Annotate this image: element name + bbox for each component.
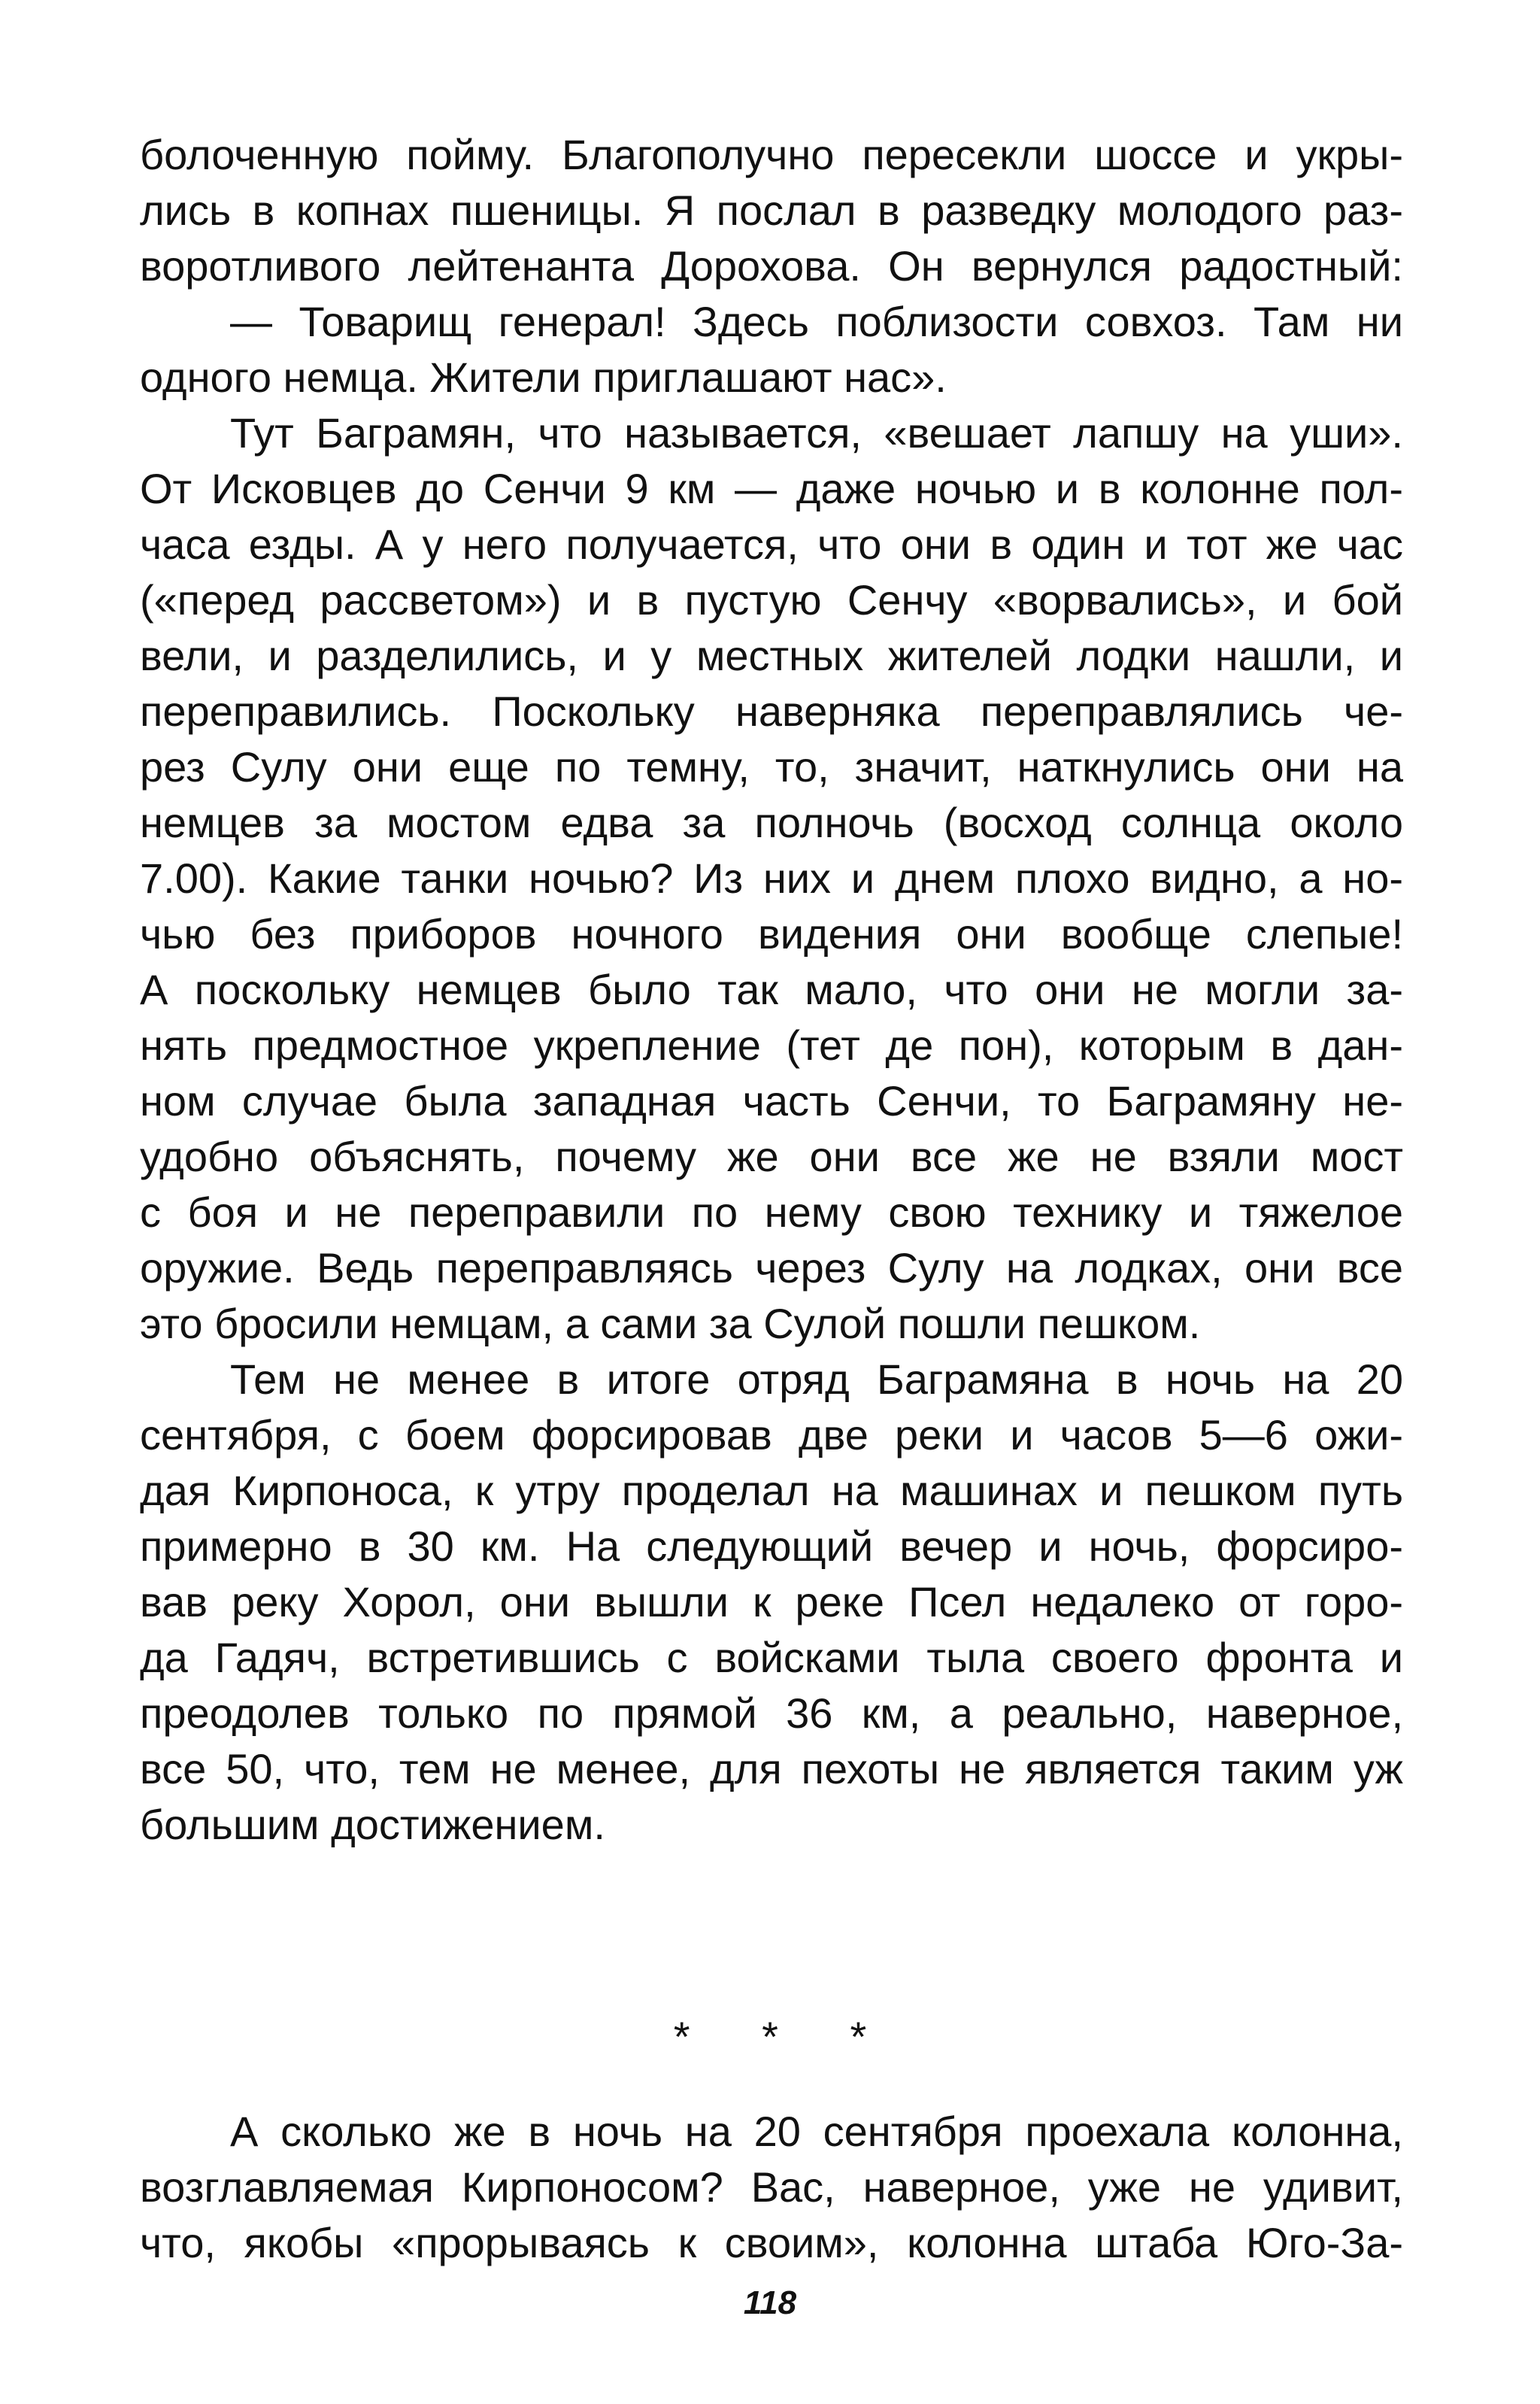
text-line: с боя и не переправили по нему свою технику и тяжелое [140,1188,1403,1236]
text-line: лись в копнах пшеницы. Я послал в разведку молодого раз- [140,187,1403,234]
text-line: рез Сулу они еще по темну, то, значит, наткнулись они на [140,743,1403,791]
text-line: примерно в 30 км. На следующий вечер и ночь, форсиро- [140,1522,1403,1570]
section-separator: * * * [673,2013,897,2060]
text-line: переправились. Поскольку наверняка переправлялись че- [140,688,1403,735]
text-line: большим достижением. [140,1801,605,1848]
text-line: преодолев только по прямой 36 км, а реально, наверное, [140,1689,1403,1737]
text-line: оружие. Ведь переправляясь через Сулу на лодках, они все [140,1244,1403,1292]
text-line: все 50, что, тем не менее, для пехоты не является таким уж [140,1745,1403,1792]
text-line: ном случае была западная часть Сенчи, то Баграмяну не- [140,1077,1403,1125]
text-line: удобно объяснять, почему же они все же не взяли мост [140,1133,1403,1180]
text-line: А поскольку немцев было так мало, что они не могли за- [140,966,1403,1013]
text-line: Тем не менее в итоге отряд Баграмяна в ночь на 20 [230,1355,1403,1403]
text-line: Тут Баграмян, что называется, «вешает лапшу на уши». [230,409,1403,457]
text-line: дая Кирпоноса, к утру проделал на машинах и пешком путь [140,1467,1403,1514]
text-line: вели, и разделились, и у местных жителей лодки нашли, и [140,632,1403,679]
text-line: («перед рассветом») и в пустую Сенчу «ворвались», и бой [140,576,1403,624]
text-line: да Гадяч, встретившись с войсками тыла своего фронта и [140,1634,1403,1681]
text-line: От Исковцев до Сенчи 9 км — даже ночью и в колонне пол- [140,465,1403,512]
text-line: это бросили немцам, а сами за Сулой пошли пешком. [140,1300,1201,1347]
text-line: что, якобы «прорываясь к своим», колонна штаба Юго-За- [140,2219,1403,2266]
text-line: часа езды. А у него получается, что они в один и тот же час [140,521,1403,568]
text-line: одного немца. Жители приглашают нас». [140,354,947,401]
text-line: 7.00). Какие танки ночью? Из них и днем плохо видно, а но- [140,854,1403,902]
text-line: немцев за мостом едва за полночь (восход солнца около [140,799,1403,846]
text-line: воротливого лейтенанта Дорохова. Он вернулся радостный: [140,242,1403,290]
text-line: болоченную пойму. Благополучно пересекли шоссе и укры- [140,131,1403,178]
text-line: сентября, с боем форсировав две реки и часов 5—6 ожи- [140,1411,1403,1458]
text-line: чью без приборов ночного видения они вообще слепые! [140,910,1403,958]
text-line: нять предмостное укрепление (тет де пон), которым в дан- [140,1021,1403,1069]
text-line: возглавляемая Кирпоносом? Вас, наверное, уже не удивит, [140,2163,1403,2211]
text-line: вав реку Хорол, они вышли к реке Псел недалеко от горо- [140,1578,1403,1625]
page-number: 118 [743,2284,797,2321]
text-line: — Товарищ генерал! Здесь поблизости совхоз. Там ни [230,298,1403,345]
text-line: А сколько же в ночь на 20 сентября проехала колонна, [230,2108,1403,2155]
